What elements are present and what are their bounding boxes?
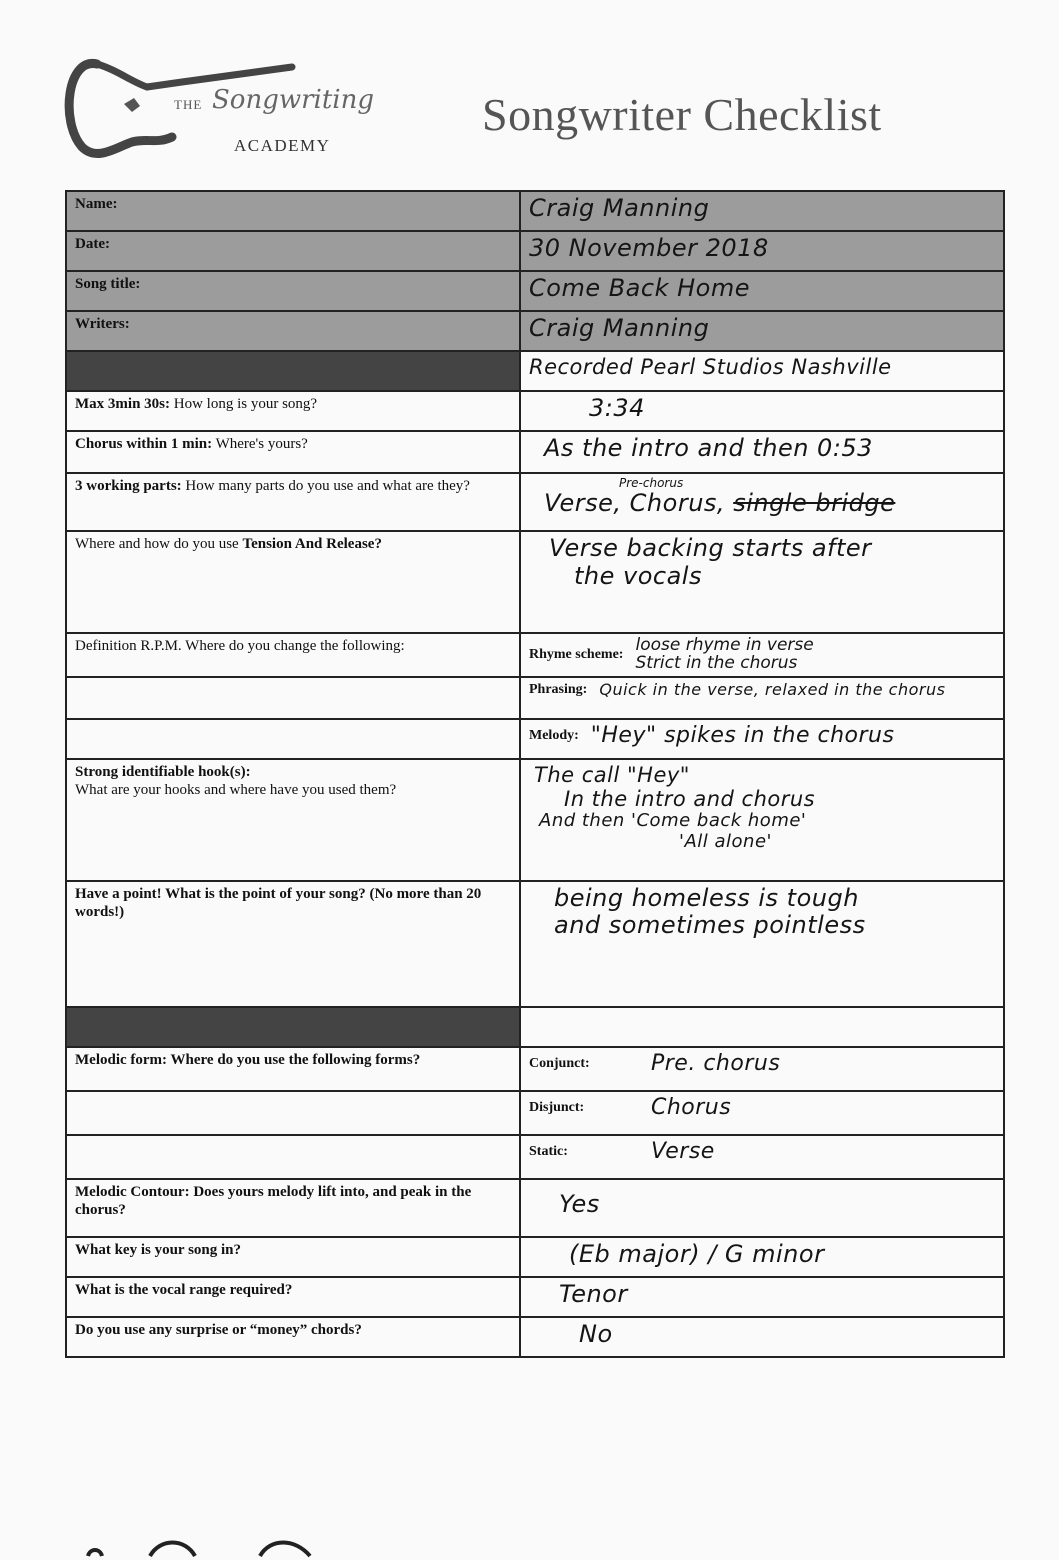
page-title: Songwriter Checklist	[482, 89, 882, 140]
row-key	[66, 1237, 1004, 1277]
point-label: Have a point! What is the point of your song? (No more than 20 words!)	[66, 881, 520, 1007]
row-chorus	[66, 431, 1004, 473]
row-range	[66, 1277, 1004, 1317]
melody-label-empty	[66, 719, 520, 759]
row-static	[66, 1135, 1004, 1179]
parts-label: 3 working parts: How many parts do you use and what are they?	[66, 473, 520, 531]
key-label: What key is your song in?	[66, 1237, 520, 1277]
row-song-title	[66, 271, 1004, 311]
static-label-empty	[66, 1135, 520, 1179]
section-header-2	[66, 1007, 520, 1047]
row-length	[66, 391, 1004, 431]
date-label: Date:	[66, 231, 520, 271]
section-header-2-answer-empty	[520, 1007, 1004, 1047]
writers-label: Writers:	[66, 311, 520, 351]
row-name	[66, 191, 1004, 231]
logo-the-text: THE	[174, 97, 203, 112]
range-label: What is the vocal range required?	[66, 1277, 520, 1317]
logo-academy-text: ACADEMY	[234, 136, 331, 155]
row-parts	[66, 473, 1004, 531]
key-answer[interactable]: (Eb major) / G minor	[520, 1237, 1004, 1277]
surprise-answer[interactable]: No	[520, 1317, 1004, 1357]
tension-answer[interactable]: Verse backing starts after the vocals	[520, 531, 1004, 633]
song-title-label: Song title:	[66, 271, 520, 311]
contour-label: Melodic Contour: Does yours melody lift into, and peak in the chorus?	[66, 1179, 520, 1237]
section-header-1	[66, 351, 520, 391]
length-answer[interactable]: 3:34	[520, 391, 1004, 431]
chorus-answer[interactable]: As the intro and then 0:53	[520, 431, 1004, 473]
disjunct-label-empty	[66, 1091, 520, 1135]
contour-answer[interactable]: Yes	[520, 1179, 1004, 1237]
point-answer[interactable]: being homeless is tough and sometimes pointless	[520, 881, 1004, 1007]
name-label: Name:	[66, 191, 520, 231]
section-header-1-answer[interactable]: Recorded Pearl Studios Nashville	[520, 351, 1004, 391]
phrasing-answer[interactable]: Phrasing: Quick in the verse, relaxed in the chorus	[520, 677, 1004, 719]
row-section-header-2	[66, 1007, 1004, 1047]
row-point	[66, 881, 1004, 1007]
row-section-header-1	[66, 351, 1004, 391]
conjunct-answer[interactable]: Conjunct: Pre. chorus	[520, 1047, 1004, 1091]
row-tension	[66, 531, 1004, 633]
rpm-label: Definition R.P.M. Where do you change the following:	[66, 633, 520, 677]
name-answer[interactable]: Craig Manning	[520, 191, 1004, 231]
hooks-answer[interactable]: The call "Hey" In the intro and chorus And then 'Come back home' 'All alone'	[520, 759, 1004, 881]
row-disjunct	[66, 1091, 1004, 1135]
phrasing-label-empty	[66, 677, 520, 719]
row-phrasing	[66, 677, 1004, 719]
row-date	[66, 231, 1004, 271]
rpm-answer[interactable]: Rhyme scheme: loose rhyme in verse Strict in the chorus	[520, 633, 1004, 677]
melody-answer[interactable]: Melody: "Hey" spikes in the chorus	[520, 719, 1004, 759]
logo-songwriting-text: Songwriting	[212, 85, 375, 115]
disjunct-answer[interactable]: Disjunct: Chorus	[520, 1091, 1004, 1135]
parts-answer[interactable]: Pre-chorus Verse, Chorus, single bridge	[520, 473, 1004, 531]
tension-label: Where and how do you use Tension And Release?	[66, 531, 520, 633]
academy-logo	[62, 52, 375, 167]
surprise-label: Do you use any surprise or “money” chords?	[66, 1317, 520, 1357]
checklist-table	[65, 190, 1005, 1358]
row-hooks	[66, 759, 1004, 881]
row-melody	[66, 719, 1004, 759]
song-title-answer[interactable]: Come Back Home	[520, 271, 1004, 311]
melodic-form-label: Melodic form: Where do you use the following forms?	[66, 1047, 520, 1091]
page-footer-marks	[80, 1528, 320, 1558]
date-answer[interactable]: 30 November 2018	[520, 231, 1004, 271]
row-surprise	[66, 1317, 1004, 1357]
length-label: Max 3min 30s: How long is your song?	[66, 391, 520, 431]
row-contour	[66, 1179, 1004, 1237]
row-melodic-form	[66, 1047, 1004, 1091]
range-answer[interactable]: Tenor	[520, 1277, 1004, 1317]
row-rpm	[66, 633, 1004, 677]
writers-answer[interactable]: Craig Manning	[520, 311, 1004, 351]
static-answer[interactable]: Static: Verse	[520, 1135, 1004, 1179]
hooks-label: Strong identifiable hook(s): What are your hooks and where have you used them?	[66, 759, 520, 881]
chorus-label: Chorus within 1 min: Where's yours?	[66, 431, 520, 473]
row-writers	[66, 311, 1004, 351]
